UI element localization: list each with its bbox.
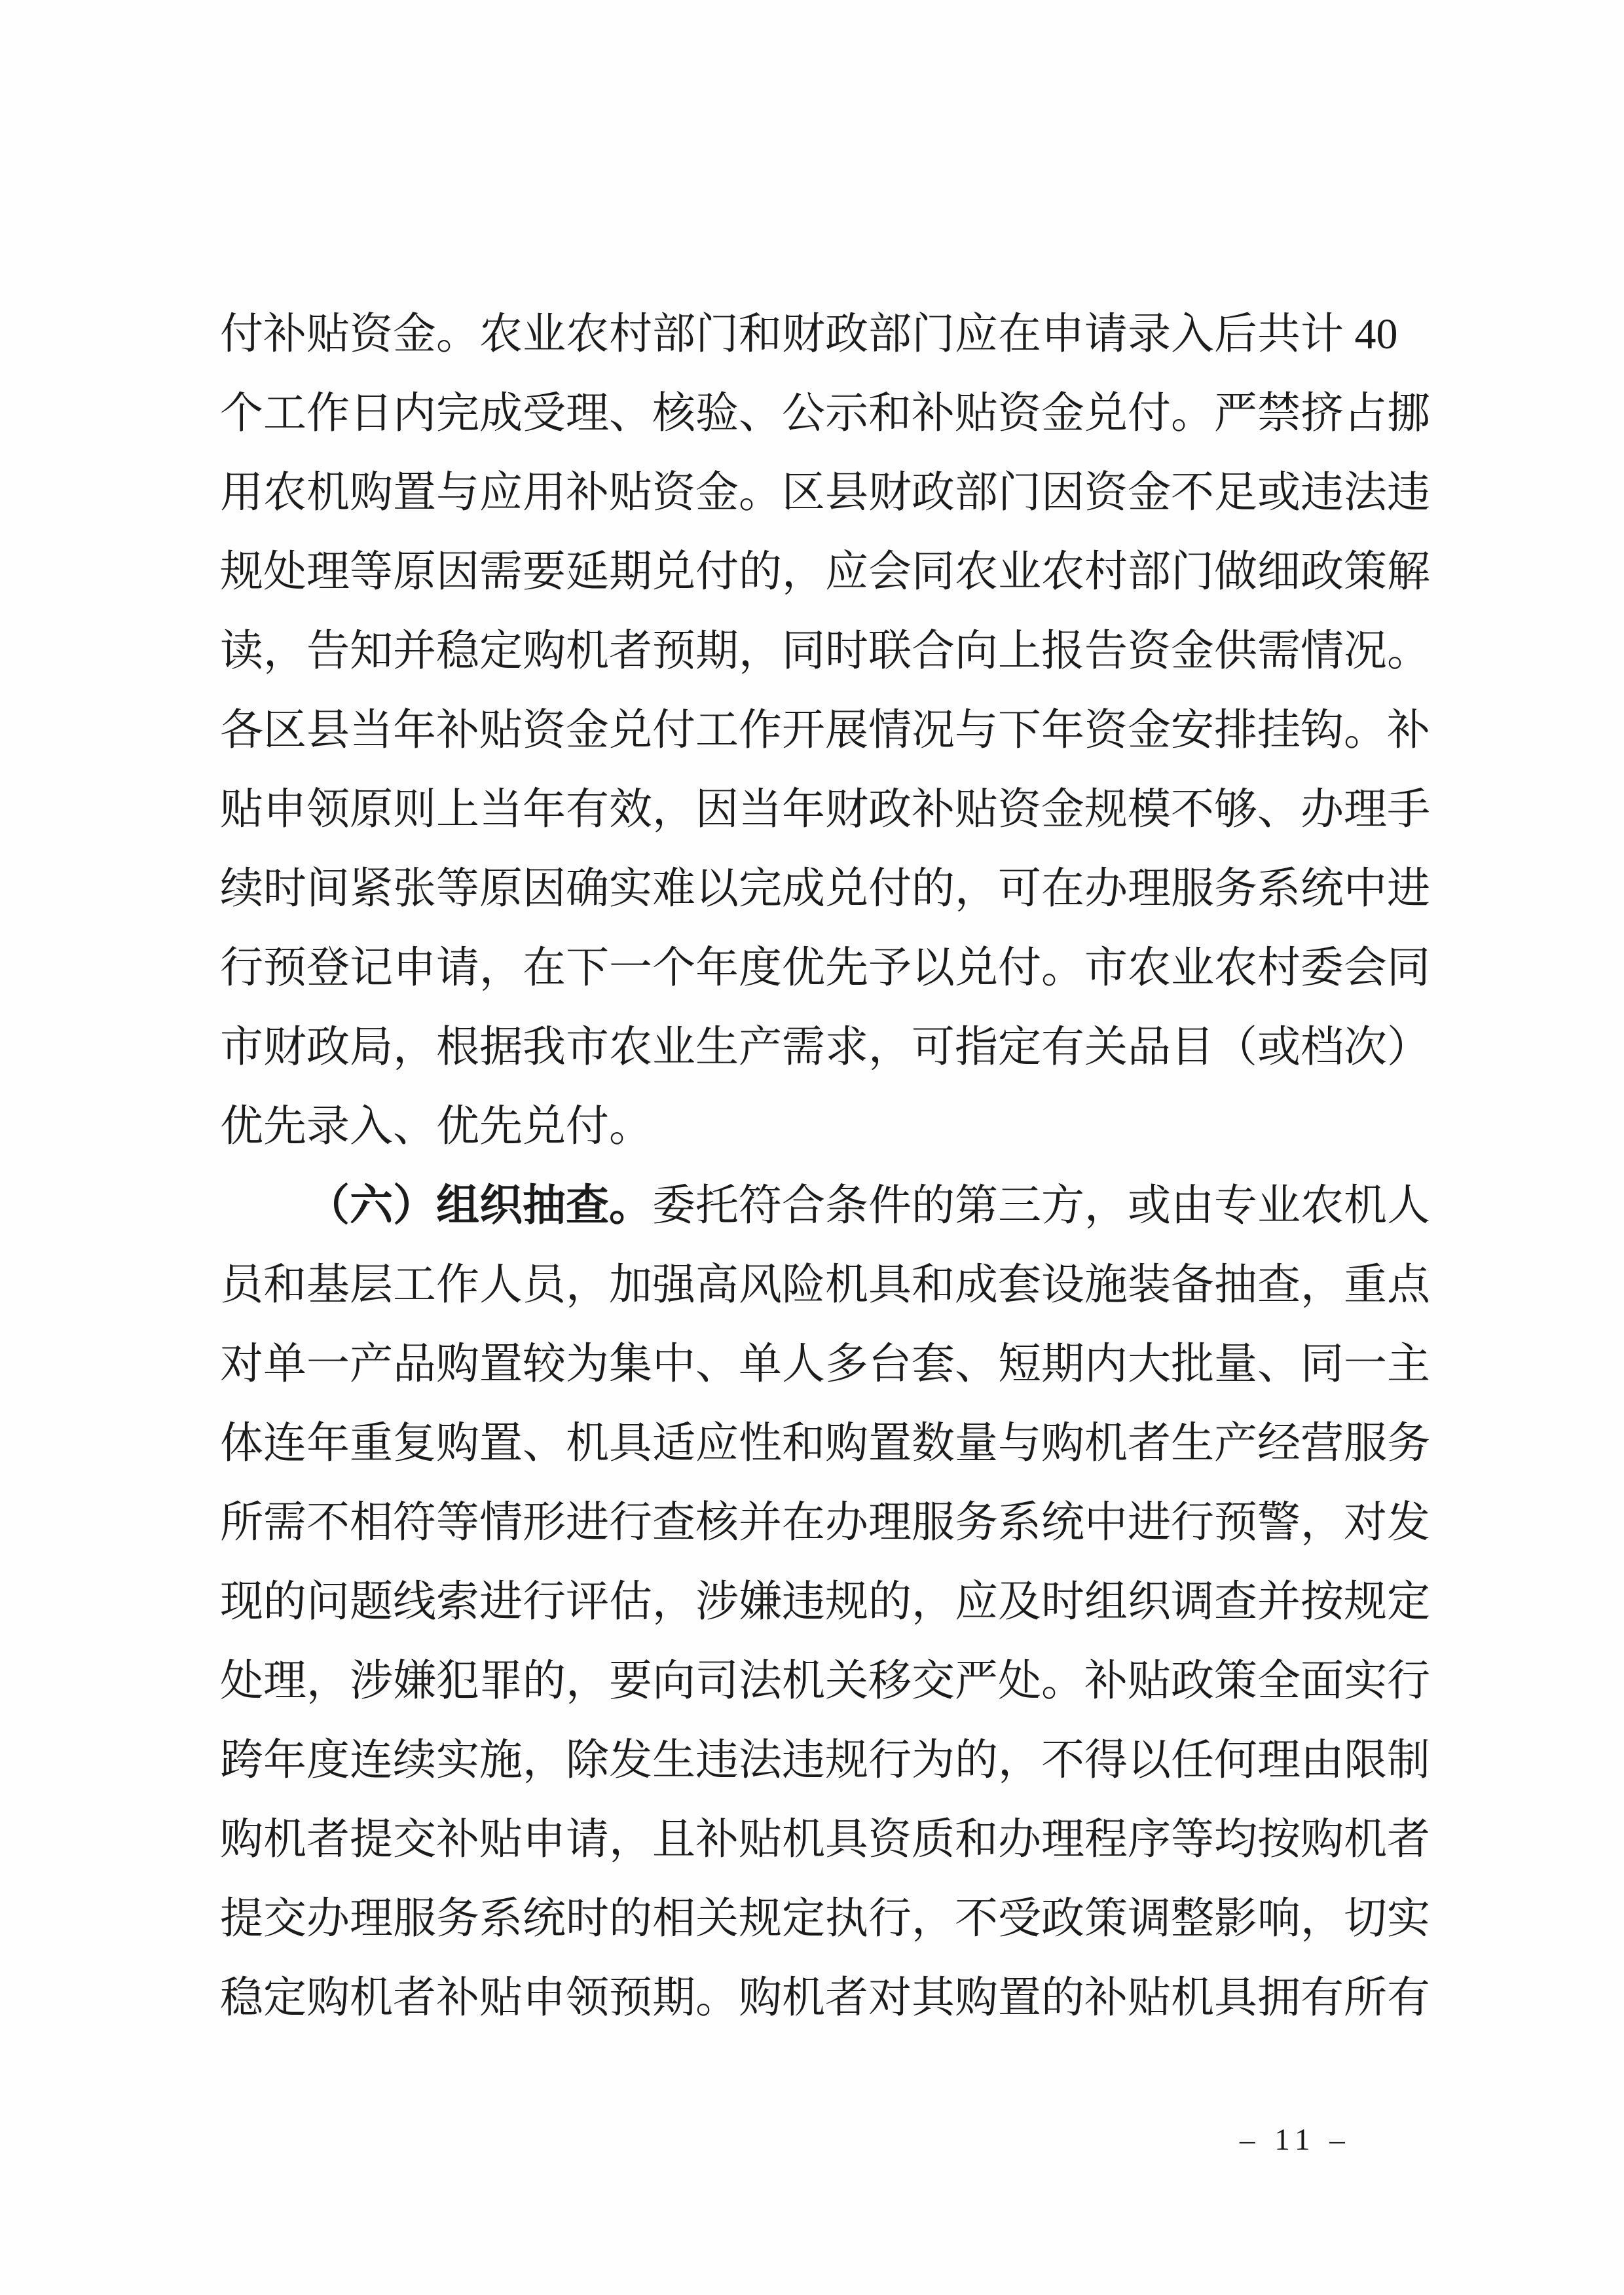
body-line: 跨年度连续实施，除发生违法违规行为的，不得以任何理由限制 (220, 1736, 1430, 1784)
page-number: – 11 – (1240, 2123, 1351, 2157)
body-line: （六）组织抽查。委托符合条件的第三方，或由专业农机人 (306, 1182, 1430, 1230)
body-line: 规处理等原因需要延期兑付的，应会同农业农村部门做细政策解 (220, 548, 1430, 596)
body-line: 各区县当年补贴资金兑付工作开展情况与下年资金安排挂钩。补 (220, 707, 1430, 754)
body-line: 市财政局，根据我市农业生产需求，可指定有关品目（或档次） (220, 1023, 1430, 1071)
body-line: 优先录入、优先兑付。 (220, 1103, 652, 1150)
body-line: 现的问题线索进行评估，涉嫌违规的，应及时组织调查并按规定 (220, 1578, 1430, 1626)
body-line: 稳定购机者补贴申领预期。购机者对其购置的补贴机具拥有所有 (220, 1974, 1430, 2022)
body-line: 体连年重复购置、机具适应性和购置数量与购机者生产经营服务 (220, 1420, 1430, 1467)
body-line: 对单一产品购置较为集中、单人多台套、短期内大批量、同一主 (220, 1340, 1430, 1388)
body-line: 员和基层工作人员，加强高风险机具和成套设施装备抽查，重点 (220, 1261, 1430, 1309)
body-line: 购机者提交补贴申请，且补贴机具资质和办理程序等均按购机者 (220, 1816, 1430, 1864)
body-line: 付补贴资金。农业农村部门和财政部门应在申请录入后共计 40 (220, 310, 1398, 358)
body-line: 贴申领原则上当年有效，因当年财政补贴资金规模不够、办理手 (220, 786, 1430, 834)
body-line: 个工作日内完成受理、核验、公示和补贴资金兑付。严禁挤占挪 (220, 390, 1430, 437)
body-line: 提交办理服务系统时的相关规定执行，不受政策调整影响，切实 (220, 1895, 1430, 1943)
body-line: 续时间紧张等原因确实难以完成兑付的，可在办理服务系统中进 (220, 865, 1430, 913)
body-text (220, 295, 1428, 2038)
body-line: 处理，涉嫌犯罪的，要向司法机关移交严处。补贴政策全面实行 (220, 1657, 1430, 1705)
body-line: 行预登记申请，在下一个年度优先予以兑付。市农业农村委会同 (220, 944, 1430, 992)
section-heading: （六）组织抽查。 (306, 1182, 652, 1230)
body-line: 所需不相符等情形进行查核并在办理服务系统中进行预警，对发 (220, 1499, 1430, 1547)
body-line: 用农机购置与应用补贴资金。区县财政部门因资金不足或违法违 (220, 469, 1430, 517)
body-line: 读，告知并稳定购机者预期，同时联合向上报告资金供需情况。 (220, 627, 1430, 675)
